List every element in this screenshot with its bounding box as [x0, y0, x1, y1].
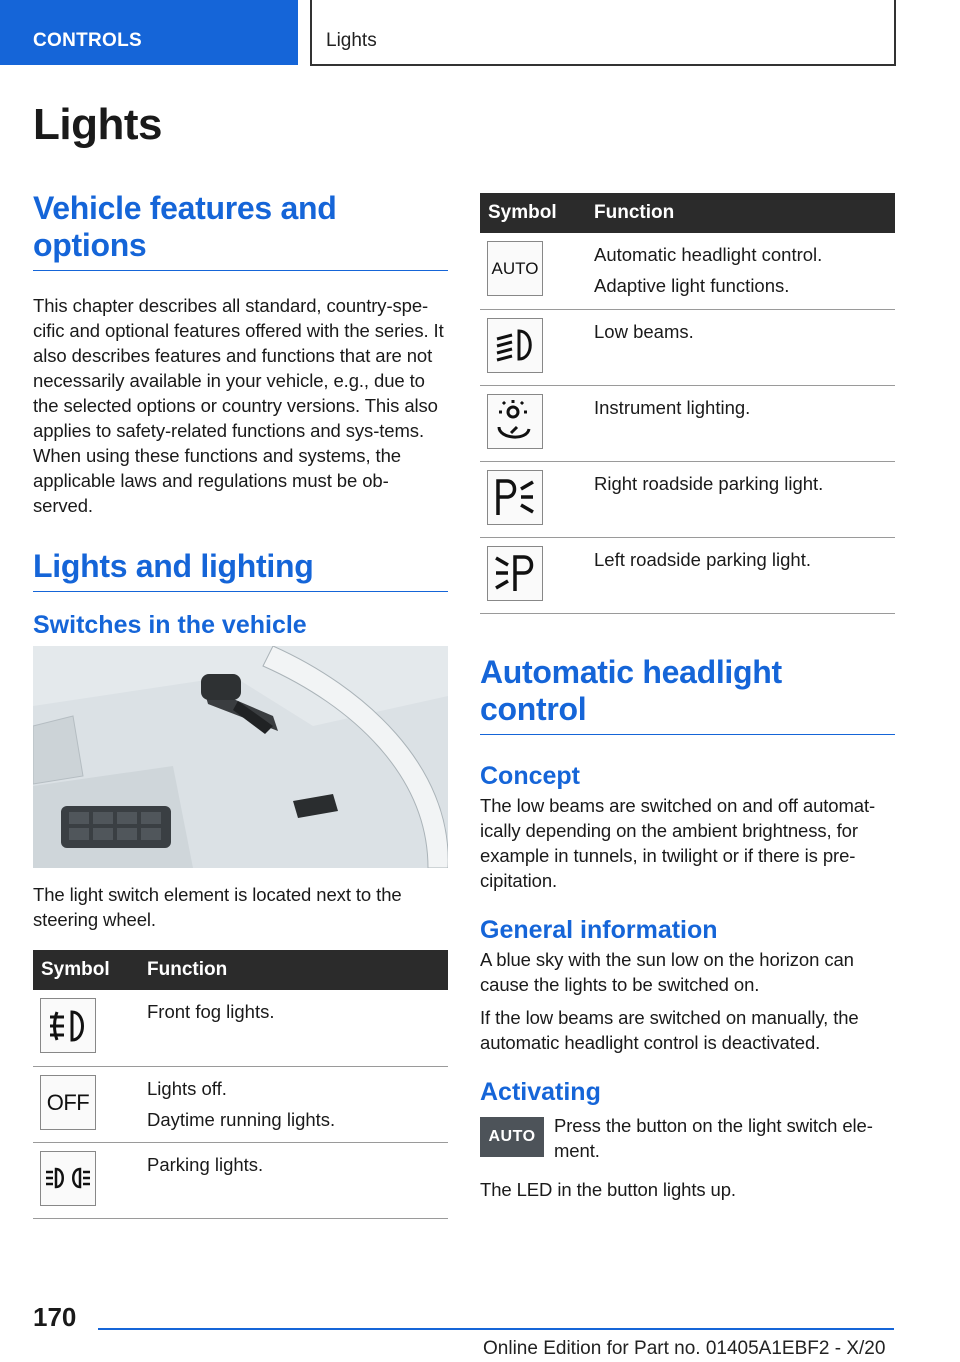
section-tab — [0, 0, 298, 65]
instrument-lighting-icon — [487, 394, 543, 449]
activating-heading: Activating — [480, 1077, 601, 1106]
table-header-row — [33, 950, 448, 990]
function-text: Right roadside parking light. — [594, 472, 824, 494]
section-label: CONTROLS — [33, 30, 143, 51]
auto-button-icon — [480, 1117, 544, 1157]
table-row — [33, 1142, 448, 1218]
symbol-header: Symbol — [33, 950, 139, 990]
table-row — [480, 537, 895, 613]
activating-body: Press the button on the light switch ele-ment. — [554, 1114, 873, 1161]
function-text: Left roadside parking light. — [594, 548, 811, 570]
switches-heading: Switches in the vehicle — [33, 611, 307, 639]
left-column — [33, 190, 448, 1219]
concept-body: The low beams are switched on and off automat-ically depending on the ambient brightness, for example in tunnels, in twilight or if there is pre-cipitation. — [480, 794, 876, 891]
general-info-heading: General information — [480, 915, 718, 944]
general-body-1: A blue sky with the sun low on the horizon can cause the lights to be switched on. — [480, 948, 854, 995]
light-switch-photo — [33, 646, 448, 868]
lighting-heading: Lights and lighting — [33, 548, 448, 592]
parking-lights-icon — [40, 1151, 96, 1206]
function-header: Function — [139, 950, 448, 990]
led-body: The LED in the button lights up. — [480, 1178, 736, 1200]
table-row — [480, 385, 895, 461]
chapter-tab — [310, 0, 896, 66]
auto-headlight-icon — [487, 241, 543, 296]
table-row — [33, 1066, 448, 1142]
features-heading: Vehicle features and options — [33, 190, 448, 271]
right-column — [480, 193, 895, 1210]
activating-block — [480, 1113, 895, 1171]
concept-heading: Concept — [480, 761, 580, 790]
right-symbol-table — [480, 193, 895, 614]
function-header: Function — [586, 193, 895, 233]
function-text: Parking lights. — [147, 1153, 264, 1175]
chapter-label: Lights — [326, 30, 377, 51]
general-body-2: If the low beams are switched on manually, the automatic headlight control is deactivated. — [480, 1006, 859, 1053]
function-text: Low beams. — [594, 320, 694, 342]
low-beams-icon — [487, 318, 543, 373]
function-text: Automatic headlight control. — [594, 244, 823, 265]
left-parking-light-icon — [487, 546, 543, 601]
function-text: Instrument lighting. — [594, 396, 751, 418]
function-text: Lights off. — [147, 1077, 227, 1099]
table-row — [480, 233, 895, 309]
footer-divider — [98, 1328, 894, 1330]
table-row — [33, 990, 448, 1066]
function-text: Adaptive light functions. — [594, 275, 790, 296]
lights-off-icon-text: OFF — [46, 1089, 90, 1115]
photo-caption: The light switch element is located next to the steering wheel. — [33, 884, 402, 930]
function-text: Daytime running lights. — [147, 1108, 336, 1130]
auto-icon-text: AUTO — [491, 259, 539, 278]
edition-text: Online Edition for Part no. 01405A1EBF2 - X/20 — [483, 1338, 886, 1359]
table-row — [480, 461, 895, 537]
page-number: 170 — [33, 1302, 77, 1332]
left-symbol-table — [33, 950, 448, 1219]
auto-headlight-heading: Automatic headlight control — [480, 654, 895, 735]
right-parking-light-icon — [487, 470, 543, 525]
features-body: This chapter describes all standard, country-spe-cific and optional features offered with the series. It also describes features and functions that are not necessarily available in your vehicle, e.g., due to the selected options or country versions. This also applies to safety-related functions and sys-tems. When using these functions and systems, the applicable laws and regulations must be ob-served. — [33, 295, 444, 516]
page-title: Lights — [33, 100, 162, 149]
lights-off-icon — [40, 1075, 96, 1130]
table-row — [480, 309, 895, 385]
auto-button-label: AUTO — [488, 1127, 536, 1145]
table-header-row — [480, 193, 895, 233]
front-fog-lights-icon — [40, 998, 96, 1053]
symbol-header: Symbol — [480, 193, 586, 233]
function-text: Front fog lights. — [147, 1001, 275, 1022]
